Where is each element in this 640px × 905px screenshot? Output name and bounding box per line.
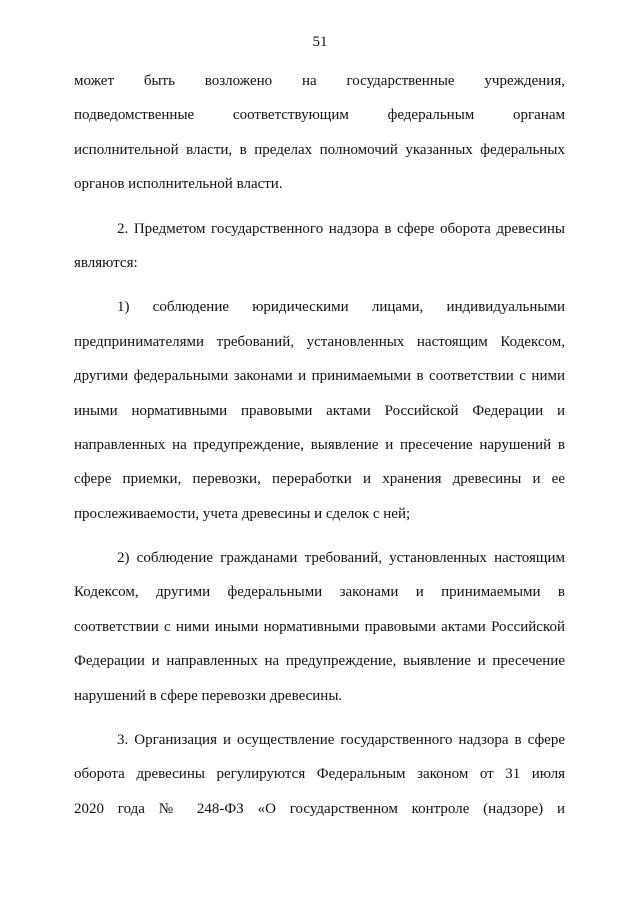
text-line: 1) соблюдение юридическими лицами, индивидуальными — [117, 299, 565, 316]
paragraph-item-2 — [74, 216, 565, 285]
text-line: иными нормативными правовыми актами Российской Федерации и — [74, 402, 565, 419]
text-line: 2) соблюдение гражданами требований, установленных настоящим — [117, 550, 565, 567]
text-line: исполнительной власти, в пределах полномочий указанных федеральных — [74, 141, 565, 158]
text-line: может быть возложено на государственные учреждения, — [74, 73, 565, 89]
text-line: другими федеральными законами и принимаемыми в соответствии с ними — [74, 368, 565, 385]
text-line: являются: — [74, 254, 138, 271]
text-line: подведомственные соответствующим федеральным органам — [74, 107, 565, 124]
page-number: 51 — [312, 34, 328, 50]
text-line: 2. Предметом государственного надзора в сфере оборота древесины — [117, 220, 565, 237]
text-line: органов исполнительной власти. — [74, 176, 283, 193]
paragraph-item-3 — [74, 727, 565, 830]
text-line: оборота древесины регулируются Федеральным законом от 31 июля — [74, 766, 565, 783]
text-line: 3. Организация и осуществление государственного надзора в сфере — [117, 732, 565, 749]
paragraph-continuation — [74, 68, 565, 206]
text-line: нарушений в сфере перевозки древесины. — [74, 687, 343, 704]
text-line: Кодексом, другими федеральными законами и принимаемыми в — [74, 584, 565, 601]
text-line: Федерации и направленных на предупреждение, выявление и пресечение — [74, 653, 565, 670]
text-line: прослеживаемости, учета древесины и сделок с ней; — [74, 505, 411, 522]
paragraph-subitem-1 — [74, 294, 565, 535]
text-line: сфере приемки, перевозки, переработки и хранения древесины и ее — [74, 471, 565, 488]
text-line: 2020 года № 248-ФЗ «О государственном контроле (надзоре) и — [74, 800, 565, 817]
text-line: направленных на предупреждение, выявление и пресечение нарушений в — [74, 436, 565, 453]
document-body — [74, 68, 565, 830]
paragraph-subitem-2 — [74, 545, 565, 717]
text-line: предпринимателями требований, установленных настоящим Кодексом, — [74, 333, 565, 350]
text-line: соответствии с ними иными нормативными правовыми актами Российской — [74, 618, 565, 635]
